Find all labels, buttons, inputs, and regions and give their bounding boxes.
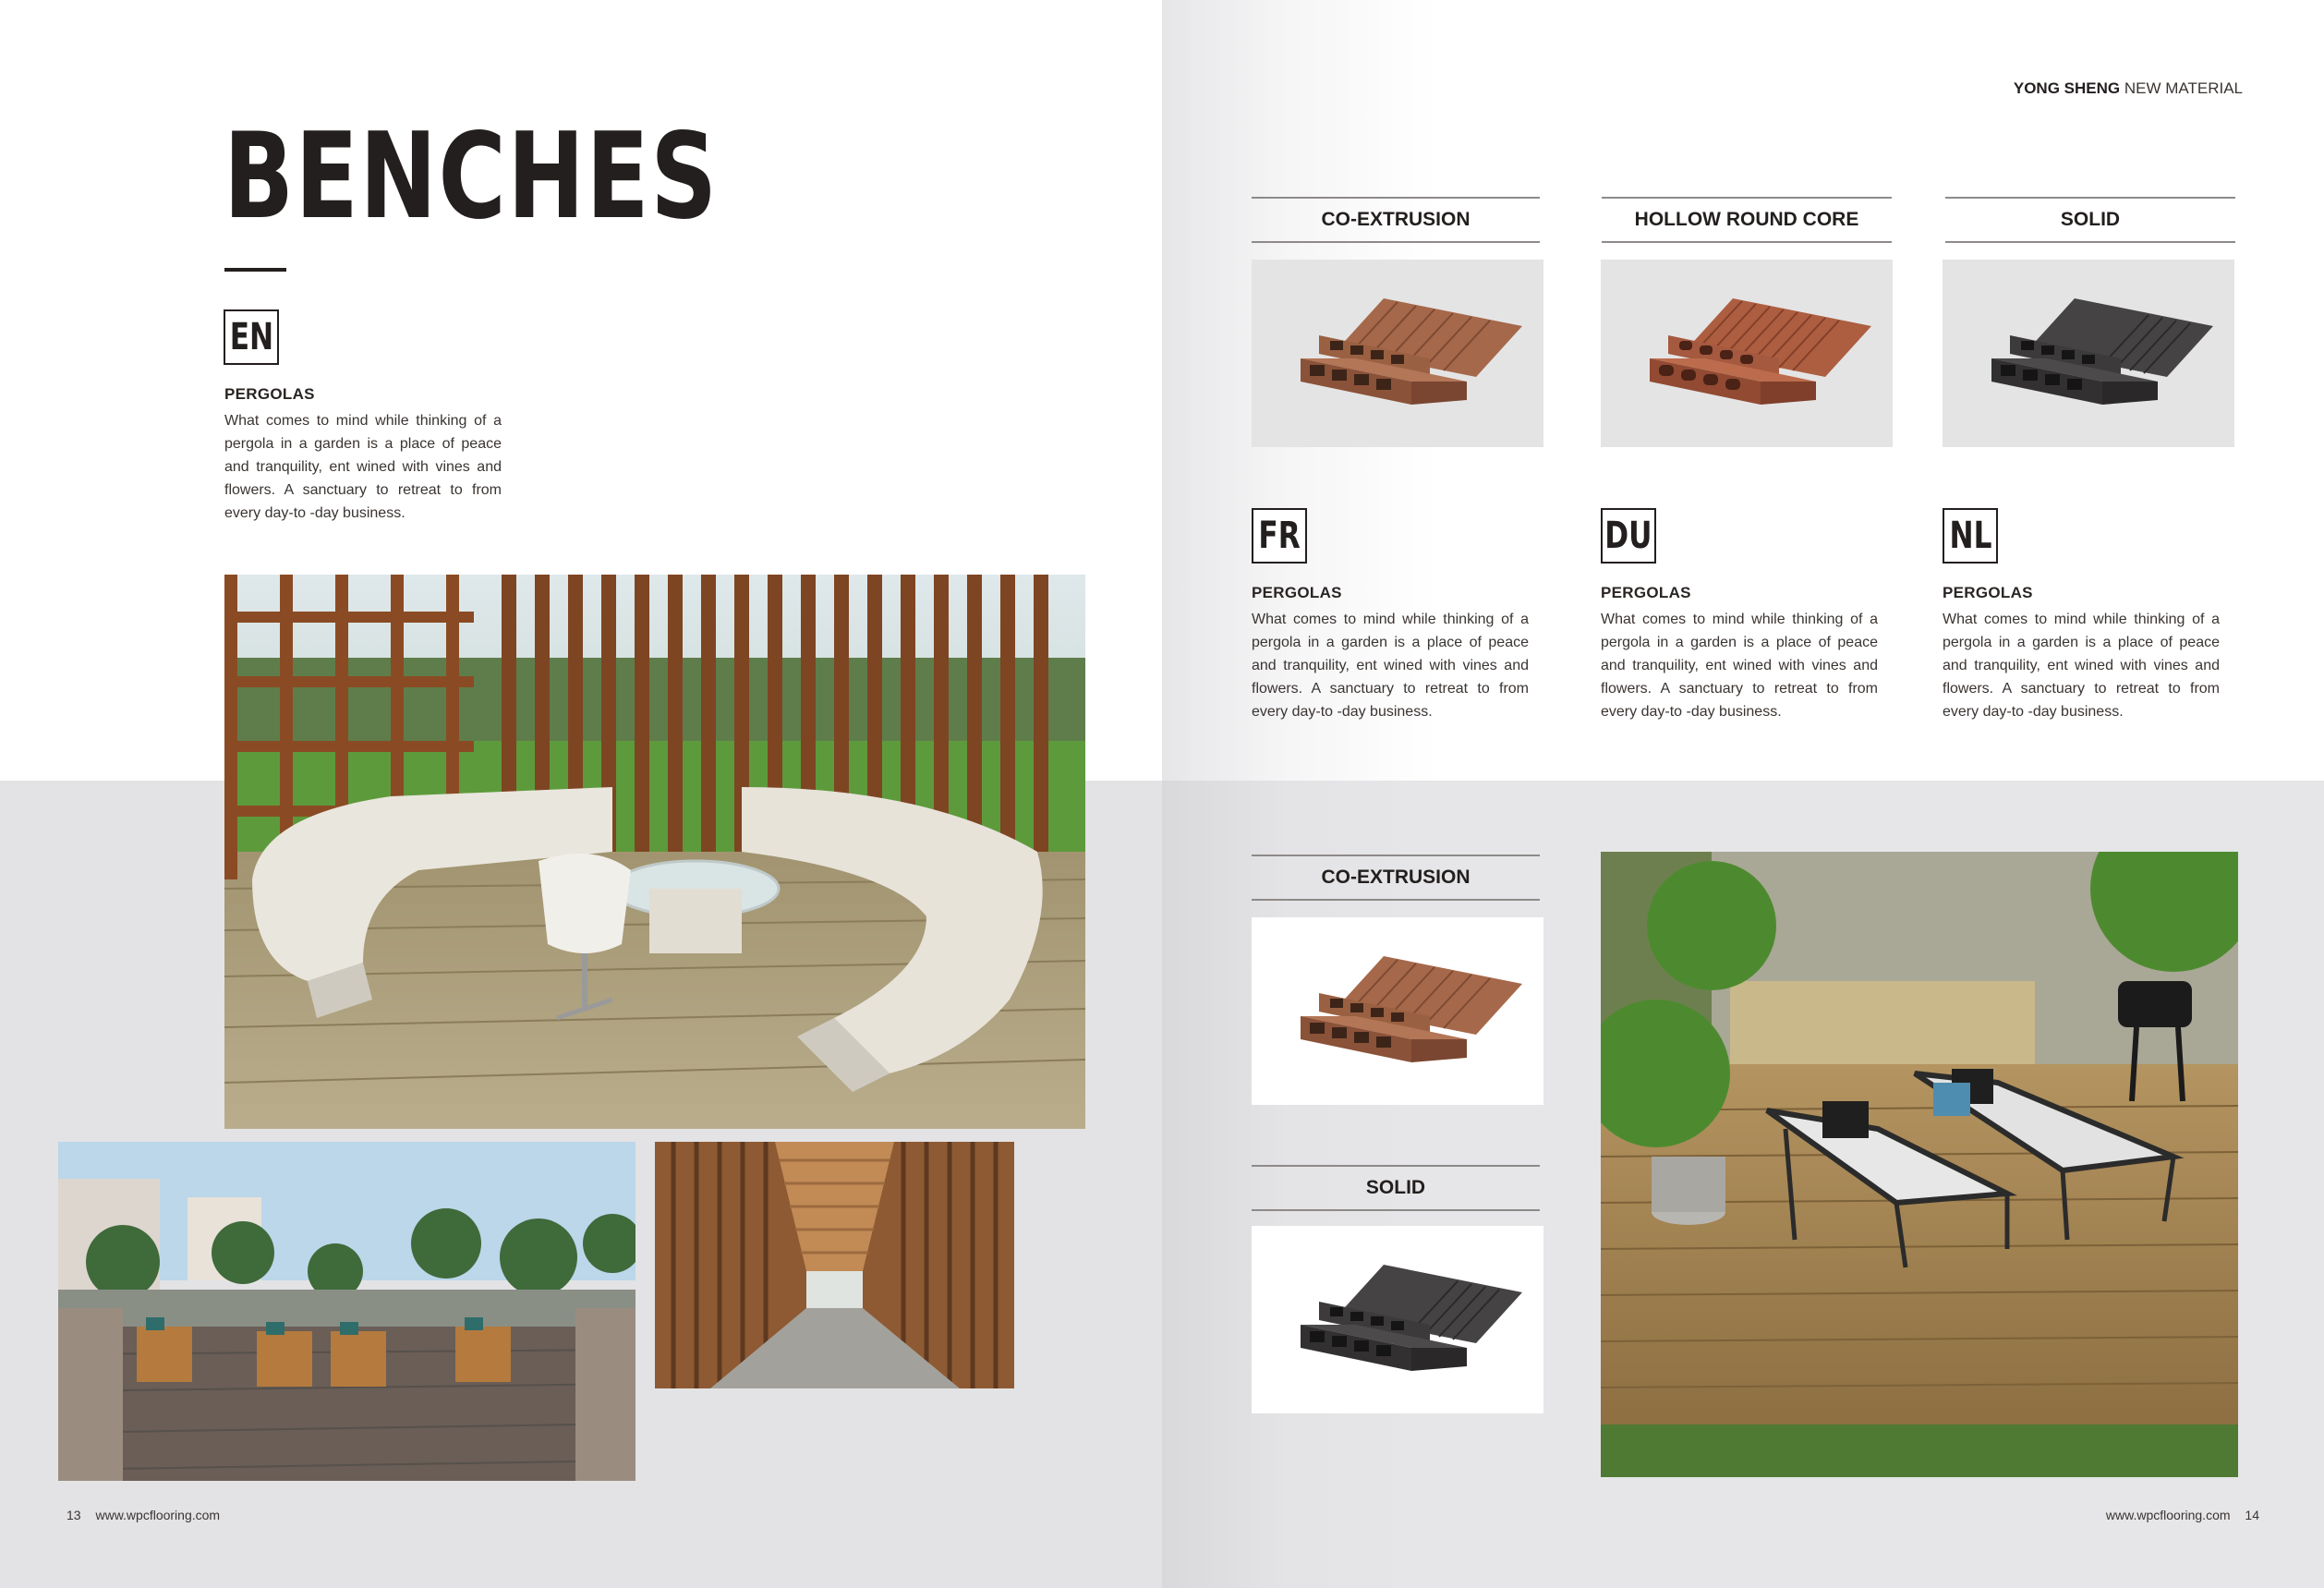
language-badge-fr: FR xyxy=(1252,508,1307,564)
product-image-co-extrusion xyxy=(1252,260,1543,447)
resort-deck-photo xyxy=(58,1142,635,1481)
du-heading: PERGOLAS xyxy=(1601,584,1691,601)
title-underline xyxy=(224,268,286,272)
garden-deck-loungers-photo xyxy=(1601,852,2238,1477)
category-header-co-extrusion: CO-EXTRUSION xyxy=(1252,197,1540,243)
category-header-hollow-round-core: HOLLOW ROUND CORE xyxy=(1602,197,1892,243)
nl-body: What comes to mind while thinking of a pergola in a garden is a place of peace and tranquility, ent wined with vines and flowers. A sanctuary to retreat to from every day-to -day business. xyxy=(1943,612,2220,720)
language-badge-du: DU xyxy=(1601,508,1656,564)
page-title: BENCHES xyxy=(224,108,719,246)
lower-category-header-solid: SOLID xyxy=(1252,1165,1540,1211)
section-heading: PERGOLAS xyxy=(224,385,315,403)
fr-heading: PERGOLAS xyxy=(1252,584,1342,601)
right-website-link[interactable]: www.wpcflooring.com xyxy=(2105,1508,2231,1522)
product-image-solid xyxy=(1943,260,2234,447)
left-website-link[interactable]: www.wpcflooring.com xyxy=(95,1508,221,1522)
right-footer xyxy=(2106,1508,2259,1522)
product-image-hollow-round-core xyxy=(1601,260,1893,447)
brand-suffix: NEW MATERIAL xyxy=(2124,79,2243,97)
brand-label xyxy=(2014,79,2243,98)
pergola-corridor-photo xyxy=(655,1142,1014,1388)
right-page-number: 14 xyxy=(2245,1508,2259,1522)
left-page-number: 13 xyxy=(67,1508,81,1522)
section-body: What comes to mind while thinking of a pergola in a garden is a place of peace and tranquility, ent wined with vines and flowers. A sanctuary to retreat to from every day-to -day business. xyxy=(224,413,502,521)
lower-product-image-co-extrusion xyxy=(1252,917,1543,1105)
language-badge-nl: NL xyxy=(1943,508,1998,564)
fr-body: What comes to mind while thinking of a pergola in a garden is a place of peace and tranquility, ent wined with vines and flowers. A sanctuary to retreat to from every day-to -day business. xyxy=(1252,612,1529,720)
du-body: What comes to mind while thinking of a pergola in a garden is a place of peace and tranquility, ent wined with vines and flowers. A sanctuary to retreat to from every day-to -day business. xyxy=(1601,612,1878,720)
lounge-deck-photo xyxy=(224,575,1085,1129)
language-badge-en: EN xyxy=(224,309,279,365)
brand-name: YONG SHENG xyxy=(2013,79,2121,97)
category-header-solid: SOLID xyxy=(1945,197,2235,243)
left-footer xyxy=(67,1508,220,1522)
lower-category-header-co-extrusion: CO-EXTRUSION xyxy=(1252,855,1540,901)
lower-product-image-solid xyxy=(1252,1226,1543,1413)
nl-heading: PERGOLAS xyxy=(1943,584,2033,601)
